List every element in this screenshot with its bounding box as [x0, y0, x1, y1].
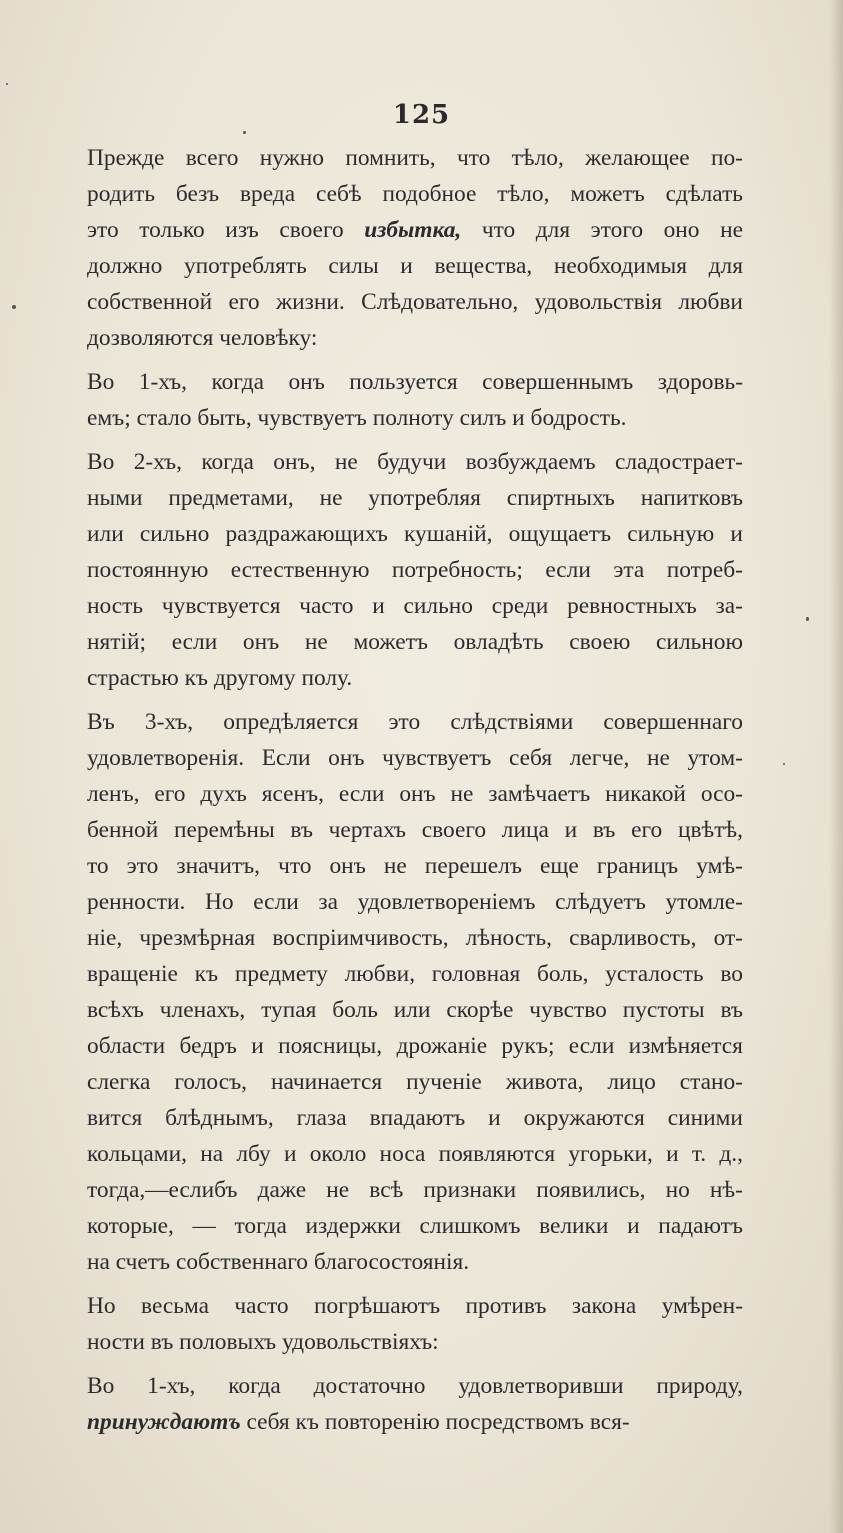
text-line: это только изъ своего избытка, что для этого оно не [87, 217, 743, 243]
paragraph-gap [87, 356, 743, 364]
print-speck [6, 83, 8, 85]
text-line: ность чувствуется часто и сильно среди ревностныхъ за- [87, 593, 743, 619]
text-line: Во 2-хъ, когда онъ, не будучи возбуждаемъ сладострает- [87, 449, 743, 475]
print-speck [783, 763, 785, 765]
text-line: ленъ, его духъ ясенъ, если онъ не замѣчаетъ никакой осо- [87, 781, 743, 807]
text-line: слегка голосъ, начинается пученіе живота, лицо стано- [87, 1069, 743, 1095]
text-line: которые, — тогда издержки слишкомъ велики и падаютъ [87, 1213, 743, 1239]
paragraph-gap [87, 1360, 743, 1368]
page-number: 125 [392, 100, 451, 130]
text-line: то это значитъ, что онъ не перешелъ еще границъ умѣ- [87, 853, 743, 879]
paragraph-gap [87, 436, 743, 444]
text-line: кольцами, на лбу и около носа появляются угорьки, и т. д., [87, 1141, 743, 1167]
text-line: ности въ половыхъ удовольствіяхъ: [87, 1329, 439, 1355]
text-line: Во 1-хъ, когда онъ пользуется совершеннымъ здоровь- [87, 369, 743, 395]
print-speck [12, 305, 16, 309]
text-line: принуждаютъ себя къ повторенію посредствомъ вся- [87, 1409, 630, 1435]
text-line: вится блѣднымъ, глаза впадаютъ и окружаются синими [87, 1105, 743, 1131]
text-line: бенной перемѣны въ чертахъ своего лица и въ его цвѣтѣ, [87, 817, 743, 843]
text-line: Но весьма часто погрѣшаютъ противъ закона умѣрен- [87, 1293, 743, 1319]
paragraph-gap [87, 1280, 743, 1288]
text-line: постоянную естественную потребность; если эта потреб- [87, 557, 743, 583]
print-speck [806, 617, 809, 621]
text-line: области бедръ и поясницы, дрожаніе рукъ; если измѣняется [87, 1033, 743, 1059]
text-line: ніе, чрезмѣрная воспріимчивость, лѣность, сварливость, от- [87, 925, 743, 951]
page-edge-shadow [829, 0, 843, 1533]
text-line: на счетъ собственнаго благосостоянія. [87, 1249, 470, 1275]
text-line: Во 1-хъ, когда достаточно удовлетворивши природу, [87, 1373, 743, 1399]
text-line: ными предметами, не употребляя спиртныхъ напитковъ [87, 485, 743, 511]
text-line: ренности. Но если за удовлетвореніемъ слѣдуетъ утомле- [87, 889, 743, 915]
text-line: нятій; если онъ не можетъ овладѣть своею сильною [87, 629, 743, 655]
text-line: собственной его жизни. Слѣдовательно, удовольствія любви [87, 289, 743, 315]
text-line: вращеніе къ предмету любви, головная боль, усталость во [87, 961, 743, 987]
text-line: или сильно раздражающихъ кушаній, ощущаетъ сильную и [87, 521, 743, 547]
paragraph-gap [87, 696, 743, 704]
text-line: страстью къ другому полу. [87, 665, 353, 691]
text-line: Прежде всего нужно помнить, что тѣло, желающее по- [87, 145, 743, 171]
text-line: Въ 3-хъ, опредѣляется это слѣдствіями совершеннаго [87, 709, 743, 735]
print-speck [243, 131, 246, 134]
text-line: родить безъ вреда себѣ подобное тѣло, можетъ сдѣлать [87, 181, 743, 207]
text-line: должно употреблять силы и вещества, необходимыя для [87, 253, 743, 279]
text-line: емъ; стало быть, чувствуетъ полноту силъ и бодрость. [87, 405, 627, 431]
text-line: дозволяются человѣку: [87, 325, 318, 351]
text-line: удовлетворенія. Если онъ чувствуетъ себя легче, не утом- [87, 745, 743, 771]
text-line: тогда,—еслибъ даже не всѣ признаки появились, но нѣ- [87, 1177, 743, 1203]
body-text [87, 140, 743, 1440]
text-line: всѣхъ членахъ, тупая боль или скорѣе чувство пустоты въ [87, 997, 743, 1023]
